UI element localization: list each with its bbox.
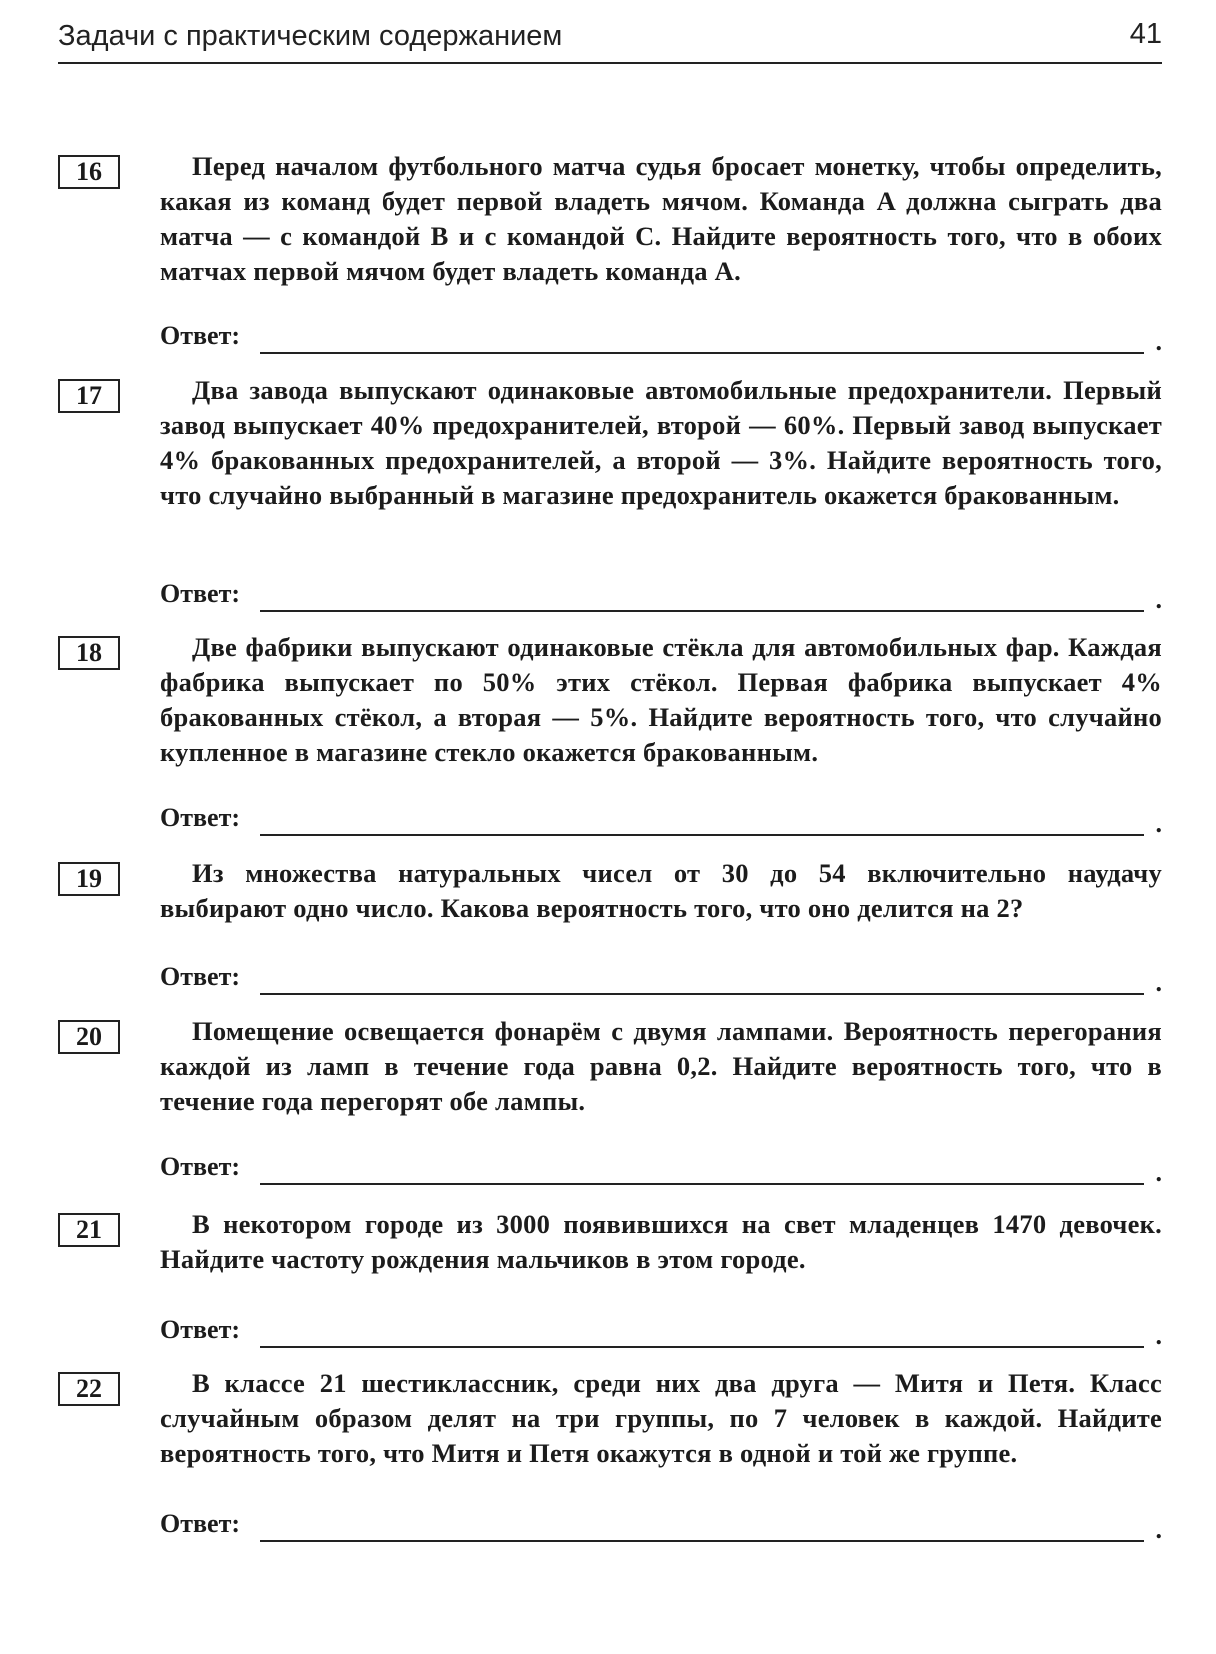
problem-number-box: 19 xyxy=(58,862,120,896)
problem-text: В некотором городе из 3000 появившихся на свет младенцев 1470 девочек. Найдите частоту рождения мальчиков в этом городе. xyxy=(160,1209,1162,1274)
answer-row xyxy=(160,579,1162,615)
problem-text: Помещение освещается фонарём с двумя лампами. Вероятность перегорания каждой из ламп в течение года равна 0,2. Найдите вероятность того, что в течение года перегорят обе лампы. xyxy=(160,1016,1162,1116)
answer-period: . xyxy=(1155,1158,1162,1187)
answer-input-line[interactable] xyxy=(260,1346,1144,1348)
answer-label: Ответ: xyxy=(160,579,241,608)
answer-row xyxy=(160,321,1162,357)
problem-number-box: 17 xyxy=(58,379,120,413)
answer-label: Ответ: xyxy=(160,1509,241,1538)
answer-row xyxy=(160,1509,1162,1545)
answer-label: Ответ: xyxy=(160,962,241,991)
answer-label: Ответ: xyxy=(160,1152,241,1181)
problem-number-box: 22 xyxy=(58,1372,120,1406)
problem-text: Две фабрики выпускают одинаковые стёкла для автомобильных фар. Каждая фабрика выпускает по 50% этих стёкол. Первая фабрика выпускает 4% бракованных стёкол, а вторая — 5%. Найдите вероятность того, что случайно купленное в магазине стекло окажется бракованным. xyxy=(160,632,1162,767)
answer-input-line[interactable] xyxy=(260,610,1144,612)
problem-number-box: 20 xyxy=(58,1020,120,1054)
problem-number-box: 21 xyxy=(58,1213,120,1247)
problem-text: Из множества натуральных чисел от 30 до 54 включительно наудачу выбирают одно число. Какова вероятность того, что оно делится на 2? xyxy=(160,858,1162,923)
answer-label: Ответ: xyxy=(160,1315,241,1344)
answer-input-line[interactable] xyxy=(260,993,1144,995)
answer-period: . xyxy=(1155,327,1162,356)
answer-row xyxy=(160,803,1162,839)
answer-row xyxy=(160,1315,1162,1351)
page-header xyxy=(58,16,1162,64)
section-title: Задачи с практическим содержанием xyxy=(58,20,563,52)
answer-row xyxy=(160,962,1162,998)
problem-text: В классе 21 шестиклассник, среди них два друга — Митя и Петя. Класс случайным образом делят на три группы, по 7 человек в каждой. Найдите вероятность того, что Митя и Петя окажутся в одной и той же группе. xyxy=(160,1368,1162,1468)
answer-period: . xyxy=(1155,1515,1162,1544)
answer-input-line[interactable] xyxy=(260,1183,1144,1185)
answer-input-line[interactable] xyxy=(260,352,1144,354)
problem-text: Два завода выпускают одинаковые автомобильные предохранители. Первый завод выпускает 40% предохранителей, второй — 60%. Первый завод выпускает 4% бракованных предохранителей, а второй — 3%. Найдите вероятность того, что случайно выбранный в магазине предохранитель окажется бракованным. xyxy=(160,375,1162,510)
problem-number-box: 18 xyxy=(58,636,120,670)
answer-period: . xyxy=(1155,968,1162,997)
answer-period: . xyxy=(1155,1321,1162,1350)
answer-period: . xyxy=(1155,585,1162,614)
answer-label: Ответ: xyxy=(160,803,241,832)
answer-row xyxy=(160,1152,1162,1188)
page-number: 41 xyxy=(1129,18,1162,50)
answer-input-line[interactable] xyxy=(260,834,1144,836)
problem-text: Перед началом футбольного матча судья бросает монетку, чтобы определить, какая из команд будет первой владеть мячом. Команда A должна сыграть два матча — с командой B и с командой C. Найдите вероятность того, что в обоих матчах первой мячом будет владеть команда A. xyxy=(160,151,1162,286)
answer-input-line[interactable] xyxy=(260,1540,1144,1542)
answer-period: . xyxy=(1155,809,1162,838)
problem-number-box: 16 xyxy=(58,155,120,189)
answer-label: Ответ: xyxy=(160,321,241,350)
